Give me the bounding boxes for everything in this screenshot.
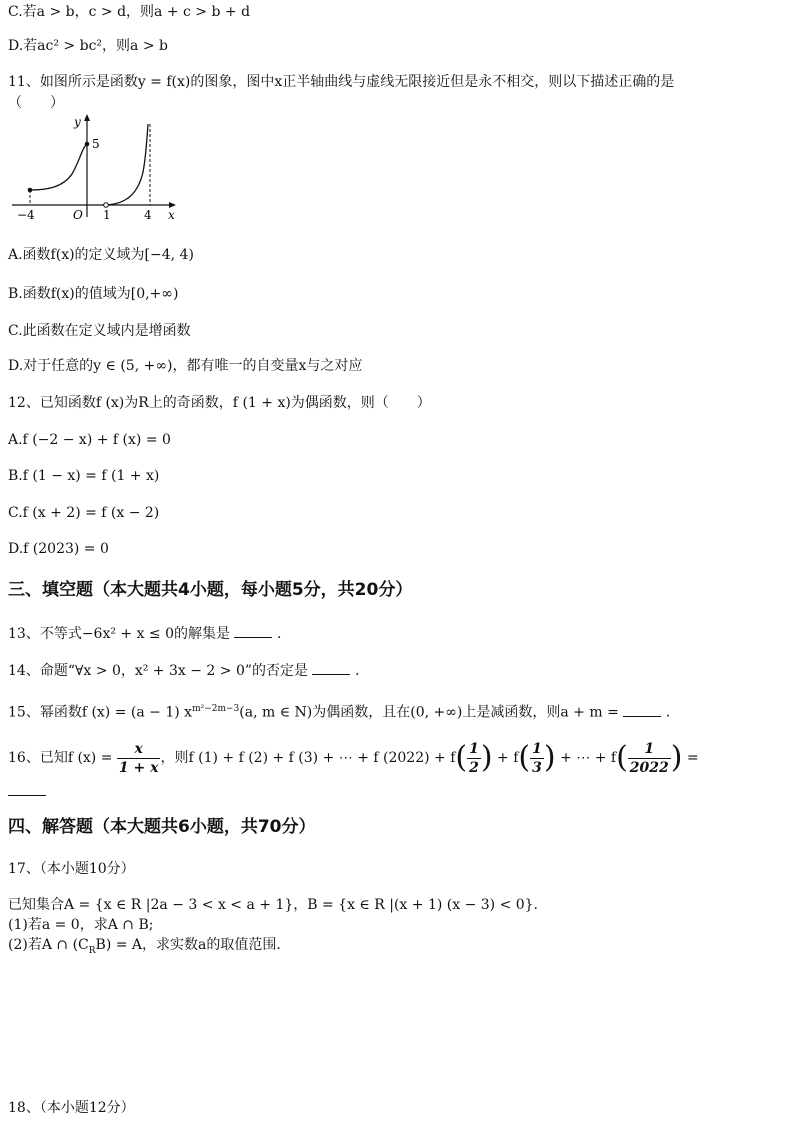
q16-fraction-half: $\frac{1}{2}$ (469, 740, 479, 776)
q16-text-mid: ，则f (1) + f (2) + f (3) + ⋯ + f (2022) + f (160, 750, 456, 766)
q11-paren: （ ） (8, 95, 64, 111)
q11-option-d: D.对于任意的y ∈ (5, +∞)，都有唯一的自变量x与之对应 (8, 358, 363, 374)
section-4-title: 四、解答题（本大题共6小题，共70分） (8, 817, 316, 837)
q18-header: 18、（本小题12分） (8, 1100, 135, 1116)
q12-option-b: B.f (1 − x) = f (1 + x) (8, 468, 160, 484)
q16-plus-f: + f (497, 750, 519, 766)
q16-fraction-third: $\frac{1}{3}$ (532, 740, 542, 776)
graph-x-label: x (168, 208, 175, 222)
q14-answer-blank (312, 662, 350, 675)
q15-exponent: m²−2m−3 (192, 704, 240, 714)
q12-option-d: D.f (2023) = 0 (8, 541, 109, 557)
q15-text: 15、幂函数f (x) = (a − 1) x (8, 704, 193, 721)
q17-part2-text: (2)若A ∩ (C (8, 937, 89, 953)
q11-option-a: A.函数f(x)的定义域为[−4, 4) (8, 247, 194, 263)
q17-part2 (8, 935, 281, 961)
q16: 16、已知f (x) = $\frac{x}{1 + x}$ ，则f (1) + f (2) + f (3) + ⋯ + f (2022) + f( $\frac{1}{2}$ ) + f( $\frac{1}{3}$ ) + ⋯ + f( $\frac{1}{2022}$ ) = (8, 740, 699, 776)
q16-answer-blank (8, 782, 46, 802)
q15-period: . (665, 704, 671, 721)
q17-given: 已知集合A = {x ∈ R |2a − 3 < x < a + 1}，B = {x ∈ R |(x + 1) (x − 3) < 0}. (8, 897, 539, 913)
q10-option-d: D.若ac² > bc²，则a > b (8, 38, 168, 54)
q14-text: 14、命题“∀x > 0，x² + 3x − 2 > 0”的否定是 (8, 663, 309, 679)
q12-option-a: A.f (−2 − x) + f (x) = 0 (8, 432, 171, 448)
q13-text: 13、不等式−6x² + x ≤ 0的解集是 (8, 626, 231, 642)
q11-option-c: C.此函数在定义域内是增函数 (8, 323, 191, 339)
q11-function-graph (8, 112, 180, 224)
q17-part1: (1)若a = 0，求A ∩ B; (8, 917, 154, 933)
section-3-title: 三、填空题（本大题共4小题，每小题5分，共20分） (8, 580, 413, 600)
graph-tick-5: 5 (92, 137, 100, 151)
graph-y-label: y (74, 115, 81, 129)
q17-part2-subscript: R (88, 945, 96, 956)
graph-origin-label: O (73, 208, 83, 222)
q16-fraction: $\frac{x}{1 + x}$ (118, 740, 159, 776)
q14 (8, 661, 359, 681)
q10-option-c: C.若a > b，c > d，则a + c > b + d (8, 4, 251, 20)
q12-option-c: C.f (x + 2) = f (x − 2) (8, 505, 160, 521)
graph-tick-neg4: −4 (17, 208, 35, 222)
q16-equals: = (686, 750, 699, 766)
q11-stem: 11、如图所示是函数y = f(x)的图象，图中x正半轴曲线与虚线无限接近但是永不相交，则以下描述正确的是 (8, 74, 675, 90)
q17-part2-rest: B) = A，求实数a的取值范围. (95, 937, 281, 953)
q13 (8, 624, 281, 644)
q17-header: 17、（本小题10分） (8, 861, 135, 877)
q13-answer-blank (234, 625, 272, 638)
q11-option-b: B.函数f(x)的值域为[0,+∞) (8, 286, 179, 302)
graph-tick-4: 4 (144, 208, 152, 222)
q16-dots: + ⋯ + f (560, 750, 617, 766)
q15-text-mid: (a, m ∈ N)为偶函数，且在(0, +∞)上是减函数，则a + m = (239, 704, 619, 721)
q15 (8, 699, 670, 723)
graph-tick-1: 1 (103, 208, 111, 222)
q12-stem: 12、已知函数f (x)为R上的奇函数，f (1 + x)为偶函数，则（ ） (8, 395, 431, 411)
q14-period: . (354, 663, 360, 679)
q15-answer-blank (623, 704, 661, 717)
q16-fraction-2022: $\frac{1}{2022}$ (629, 740, 669, 776)
q16-text: 16、已知f (x) = (8, 750, 113, 766)
q13-period: . (276, 626, 282, 642)
